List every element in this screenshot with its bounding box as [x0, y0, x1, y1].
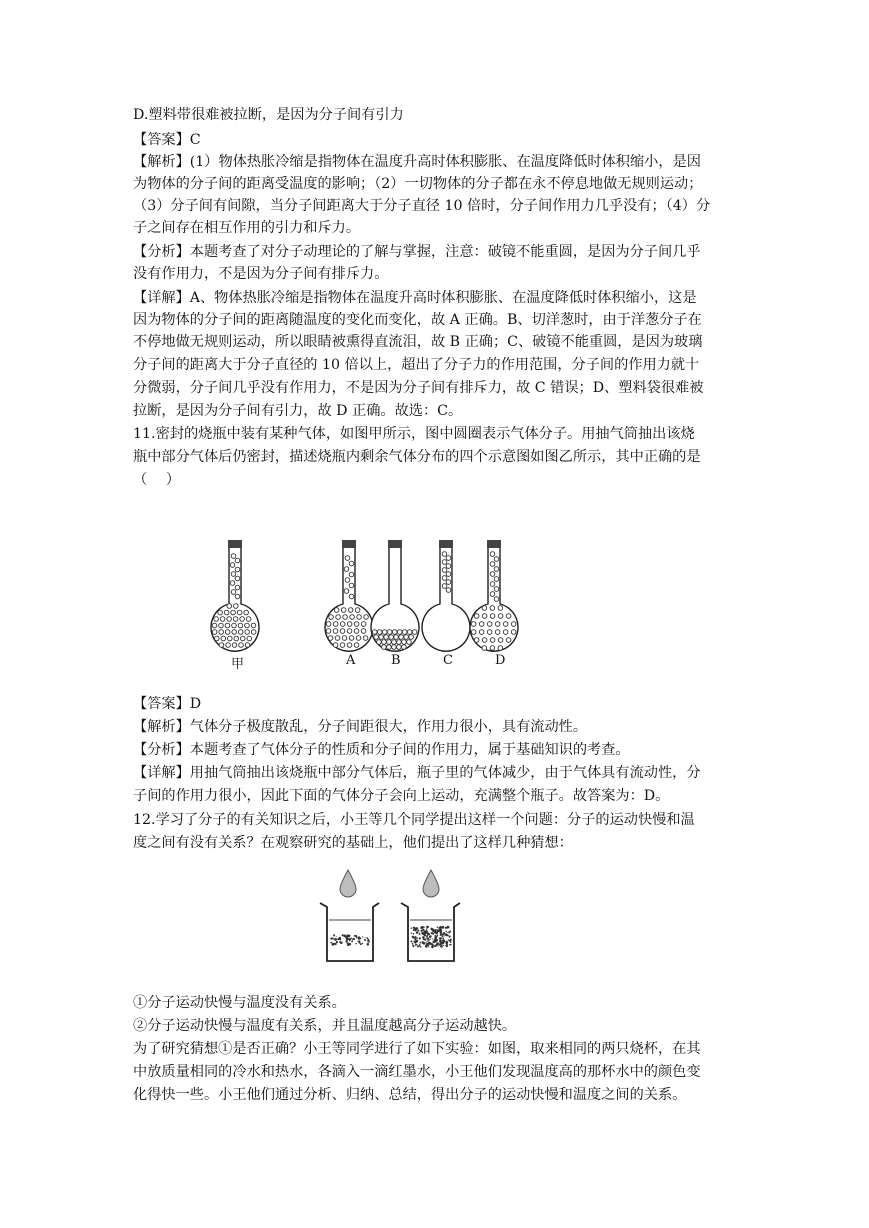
flask-c: [422, 540, 470, 651]
flask-figure: [200, 540, 530, 670]
guess-1: ①分子运动快慢与温度没有关系。: [133, 995, 346, 1011]
q12-body: 化得快一些。小王他们通过分析、归纳、总结，得出分子的运动快慢和温度之间的关系。: [133, 1087, 687, 1103]
detail-line: 不停地做无规则运动，所以眼睛被熏得直流泪，故 B 正确；C、破镜不能重圆，是因为玻璃: [133, 334, 703, 350]
q11-explain: 【解析】气体分子极度散乱，分子间距很大，作用力很小，具有流动性。: [133, 719, 588, 735]
q11-stem: （ ）: [133, 472, 181, 488]
analysis-line: 【分析】本题考查了对分子动理论的了解与掌握，注意：破镜不能重圆，是因为分子间几乎: [133, 244, 701, 260]
q12-body: 中放质量相同的冷水和热水，各滴入一滴红墨水，小王他们发现温度高的那杯水中的颜色变: [133, 1064, 701, 1080]
flask-jia: [211, 540, 259, 651]
beaker-figure: [315, 865, 465, 970]
explain-line: 【解析】(1）物体热胀冷缩是指物体在温度升高时体积膨胀、在温度降低时体积缩小，是因: [133, 154, 701, 170]
explain-line: 为物体的分子间的距离受温度的影响；（2）一切物体的分子都在永不停息地做无规则运动；: [133, 176, 703, 192]
q11-detail: 【详解】用抽气筒抽出该烧瓶中部分气体后，瓶子里的气体减少，由于气体具有流动性，分: [133, 765, 701, 781]
detail-line: 因为物体的分子间的距离随温度的变化而变化，故 A 正确。B、切洋葱时，由于洋葱分子在: [133, 312, 702, 328]
flask-a: [325, 540, 373, 651]
q11-analysis: 【分析】本题考查了气体分子的性质和分子间的作用力，属于基础知识的考查。: [133, 742, 630, 758]
beaker-cold: [320, 903, 379, 961]
label-c: C: [443, 653, 453, 668]
q12-body: 为了研究猜想①是否正确？小王等同学进行了如下实验：如图，取来相同的两只烧杯，在其: [133, 1041, 701, 1057]
q11-answer: 【答案】D: [133, 696, 202, 712]
detail-line: 分微弱，分子间几乎没有作用力，不是因为分子间有排斥力，故 C 错误；D、塑料袋很难被: [133, 380, 704, 396]
detail-line: 分子间的距离大于分子直径的 10 倍以上，超出了分子力的作用范围，分子间的作用力就十: [133, 357, 700, 373]
q12-stem: 12.学习了分子的有关知识之后，小王等几个同学提出这样一个问题：分子的运动快慢和温: [133, 812, 695, 828]
option-d: D.塑料带很难被拉断，是因为分子间有引力: [133, 107, 404, 123]
detail-line: 拉断，是因为分子间有引力，故 D 正确。故选：C。: [133, 403, 463, 419]
analysis-line: 没有作用力，不是因为分子间有排斥力。: [133, 266, 389, 282]
q12-stem: 度之间有没有关系？在观察研究的基础上，他们提出了这样几种猜想：: [133, 835, 573, 851]
label-b: B: [391, 653, 401, 668]
detail-line: 【详解】A、物体热胀冷缩是指物体在温度升高时体积膨胀、在温度降低时体积缩小，这是: [133, 290, 697, 306]
label-a: A: [346, 653, 356, 668]
flask-b: [371, 540, 419, 651]
explain-line: 子之间存在相互作用的引力和斥力。: [133, 220, 361, 236]
q11-stem: 11.密封的烧瓶中装有某种气体，如图甲所示，图中圆圈表示气体分子。用抽气筒抽出该烧: [133, 426, 695, 442]
flask-d: [470, 540, 518, 651]
label-jia: 甲: [231, 657, 245, 672]
explain-line: （3）分子间有间隙，当分子间距离大于分子直径 10 倍时，分子间作用力几乎没有；（4）分: [133, 198, 711, 214]
beaker-hot: [401, 903, 460, 961]
label-d: D: [495, 653, 506, 668]
ink-drop-right: [423, 870, 439, 897]
answer-label: 【答案】C: [133, 132, 201, 148]
ink-drop-left: [340, 870, 356, 897]
q11-detail: 子间的作用力很小，因此下面的气体分子会向上运动，充满整个瓶子。故答案为：D。: [133, 788, 670, 804]
q11-stem: 瓶中部分气体后仍密封，描述烧瓶内剩余气体分布的四个示意图如图乙所示，其中正确的是: [133, 449, 701, 465]
guess-2: ②分子运动快慢与温度有关系，并且温度越高分子运动越快。: [133, 1018, 517, 1034]
